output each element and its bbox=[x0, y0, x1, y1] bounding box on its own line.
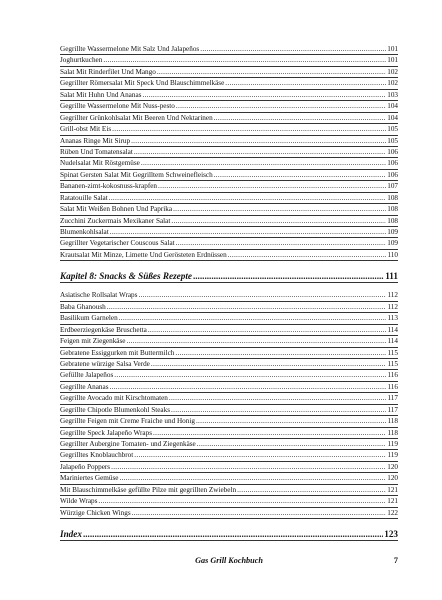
toc-entry-title: Gebratene würzige Salsa Verde bbox=[60, 359, 150, 368]
toc-entry-page: 118 bbox=[387, 417, 398, 426]
toc-entry-page: 101 bbox=[387, 45, 398, 53]
toc-entry-page: 109 bbox=[387, 239, 398, 248]
leader-dots bbox=[132, 508, 387, 518]
leader-dots bbox=[110, 227, 387, 237]
leader-dots bbox=[142, 90, 386, 100]
toc-list-part1 bbox=[60, 44, 398, 261]
footer-page-number: 7 bbox=[393, 556, 398, 565]
leader-dots bbox=[98, 496, 386, 506]
toc-entry-title: Gebratene Essiggurken mit Buttermilch bbox=[60, 348, 175, 357]
toc-entry-page: 121 bbox=[387, 497, 398, 506]
toc-entry-page: 117 bbox=[387, 405, 398, 414]
leader-dots bbox=[83, 528, 383, 540]
leader-dots bbox=[193, 270, 384, 282]
toc-entry[interactable] bbox=[60, 405, 398, 416]
toc-list-part2 bbox=[60, 290, 398, 519]
toc-entry-title: Gegrillter Grünkohlsalat Mit Beeren Und Nektarinen bbox=[60, 113, 213, 122]
toc-entry[interactable] bbox=[60, 55, 398, 66]
toc-entry-title: Joghurtkuchen bbox=[60, 56, 103, 65]
leader-dots bbox=[158, 181, 386, 191]
leader-dots bbox=[112, 124, 386, 134]
toc-entry-page: 104 bbox=[387, 102, 398, 111]
toc-entry[interactable] bbox=[60, 113, 398, 124]
toc-entry-page: 106 bbox=[387, 170, 398, 179]
toc-entry-page: 119 bbox=[387, 440, 398, 448]
toc-entry-title: Gegrillte Speck Jalapeño Wraps bbox=[60, 428, 152, 437]
toc-entry-title: Jalapeño Poppers bbox=[60, 462, 111, 471]
toc-entry-title: Gegrillter Römersalat Mit Speck Und Blauschimmelkäse bbox=[60, 79, 225, 88]
toc-entry-page: 102 bbox=[387, 79, 398, 88]
toc-entry-page: 105 bbox=[387, 136, 398, 145]
toc-entry-title: Gegrillte Ananas bbox=[60, 382, 109, 391]
toc-entry[interactable] bbox=[60, 382, 398, 393]
toc-entry-title: Nudelsalat Mit Röstgemüse bbox=[60, 159, 140, 168]
toc-entry-title: Wilde Wraps bbox=[60, 497, 98, 506]
toc-entry-title: Baba Ghanoush bbox=[60, 302, 106, 311]
toc-entry[interactable] bbox=[60, 450, 398, 461]
toc-entry-page: 113 bbox=[387, 314, 398, 323]
toc-entry[interactable] bbox=[60, 90, 398, 101]
index-title: Index bbox=[60, 529, 82, 540]
toc-entry-page: 115 bbox=[387, 359, 398, 368]
chapter-heading[interactable] bbox=[60, 270, 398, 283]
leader-dots bbox=[119, 473, 386, 483]
leader-dots bbox=[173, 204, 386, 214]
leader-dots bbox=[157, 67, 386, 77]
toc-entry[interactable] bbox=[60, 462, 398, 473]
leader-dots bbox=[175, 348, 386, 358]
leader-dots bbox=[134, 147, 386, 157]
leader-dots bbox=[214, 113, 387, 123]
toc-entry[interactable] bbox=[60, 473, 398, 484]
toc-entry[interactable] bbox=[60, 181, 398, 192]
toc-entry[interactable] bbox=[60, 370, 398, 381]
leader-dots bbox=[176, 101, 386, 111]
leader-dots bbox=[176, 238, 387, 248]
toc-entry-title: Bananen-zimt-kokosnuss-krapfen bbox=[60, 182, 158, 191]
toc-entry[interactable] bbox=[60, 290, 398, 301]
toc-entry-page: 103 bbox=[387, 90, 398, 99]
leader-dots bbox=[200, 44, 386, 54]
leader-dots bbox=[103, 55, 386, 65]
toc-entry[interactable] bbox=[60, 136, 398, 147]
toc-entry-title: Gefüllte Jalapeños bbox=[60, 371, 114, 380]
toc-entry-title: Würzige Chicken Wings bbox=[60, 508, 131, 517]
leader-dots bbox=[153, 428, 386, 438]
leader-dots bbox=[196, 416, 387, 426]
toc-entry-page: 108 bbox=[387, 205, 398, 214]
toc-entry-page: 114 bbox=[387, 337, 398, 346]
chapter-title: Kapitel 8: Snacks & Süßes Rezepte bbox=[60, 271, 192, 282]
toc-entry[interactable] bbox=[60, 147, 398, 158]
toc-entry[interactable] bbox=[60, 238, 398, 249]
toc-entry-page: 112 bbox=[387, 291, 398, 300]
toc-entry-page: 112 bbox=[387, 302, 398, 311]
leader-dots bbox=[169, 393, 387, 403]
toc-entry-page: 107 bbox=[387, 182, 398, 191]
toc-entry-title: Gegrillter Vegetarischer Couscous Salat bbox=[60, 239, 175, 248]
toc-entry-page: 108 bbox=[387, 216, 398, 225]
leader-dots bbox=[107, 302, 387, 312]
toc-entry-title: Gegrillte Avocado mit Kirschtomaten bbox=[60, 394, 168, 403]
leader-dots bbox=[131, 136, 386, 146]
toc-entry[interactable] bbox=[60, 227, 398, 238]
toc-entry-page: 116 bbox=[387, 382, 398, 391]
toc-entry-title: Basilikum Garnelen bbox=[60, 314, 118, 323]
toc-entry[interactable] bbox=[60, 508, 398, 519]
toc-entry-title: Gegrilltes Knoblauchbrot bbox=[60, 451, 134, 460]
toc-entry[interactable] bbox=[60, 204, 398, 215]
toc-entry-page: 109 bbox=[387, 228, 398, 236]
toc-entry[interactable] bbox=[60, 439, 398, 450]
toc-entry-page: 122 bbox=[387, 508, 398, 517]
toc-entry[interactable] bbox=[60, 325, 398, 336]
toc-entry-title: Rüben Und Tomatensalat bbox=[60, 147, 133, 156]
leader-dots bbox=[141, 158, 386, 168]
toc-entry-page: 110 bbox=[387, 250, 398, 259]
toc-entry[interactable] bbox=[60, 158, 398, 169]
toc-entry-page: 106 bbox=[387, 159, 398, 168]
toc-entry-title: Mariniertes Gemüse bbox=[60, 474, 119, 483]
toc-entry[interactable] bbox=[60, 101, 398, 112]
toc-entry[interactable] bbox=[60, 416, 398, 427]
toc-entry[interactable] bbox=[60, 496, 398, 507]
leader-dots bbox=[148, 325, 387, 335]
toc-entry-title: Mit Blauschimmelkäse gefüllte Pilze mit gegrillten Zwiebeln bbox=[60, 485, 237, 494]
index-heading[interactable] bbox=[60, 528, 398, 541]
toc-entry[interactable] bbox=[60, 216, 398, 227]
toc-entry[interactable] bbox=[60, 193, 398, 204]
toc-entry-title: Gegrillte Wassermelone Mit Salz Und Jalapeños bbox=[60, 45, 200, 53]
toc-entry-page: 121 bbox=[387, 485, 398, 494]
toc-entry-page: 106 bbox=[387, 147, 398, 156]
toc-entry[interactable] bbox=[60, 302, 398, 313]
toc-entry-title: Salat Mit Weißen Bohnen Und Paprika bbox=[60, 205, 173, 214]
toc-entry-title: Gegrillte Wassermelone Mit Nuss-pesto bbox=[60, 102, 175, 111]
leader-dots bbox=[134, 450, 386, 460]
toc-entry[interactable] bbox=[60, 44, 398, 55]
leader-dots bbox=[119, 313, 387, 323]
leader-dots bbox=[126, 336, 386, 346]
toc-entry-title: Ananas Ringe Mit Sirup bbox=[60, 136, 131, 145]
toc-entry-title: Blumenkohlsalat bbox=[60, 228, 109, 236]
toc-entry-title: Gegrillte Feigen mit Creme Fraiche und Honig bbox=[60, 417, 195, 426]
toc-entry[interactable] bbox=[60, 428, 398, 439]
leader-dots bbox=[225, 78, 386, 88]
toc-entry-title: Krautsalat Mit Minze, Limette Und Gerösteten Erdnüssen bbox=[60, 250, 227, 259]
toc-entry-title: Ratatouille Salat bbox=[60, 193, 108, 202]
leader-dots bbox=[197, 439, 387, 449]
toc-entry-title: Salat Mit Rinderfilet Und Mango bbox=[60, 67, 156, 76]
toc-entry[interactable] bbox=[60, 250, 398, 261]
leader-dots bbox=[237, 485, 386, 495]
toc-entry-page: 104 bbox=[387, 113, 398, 122]
leader-dots bbox=[214, 170, 387, 180]
toc-entry-page: 119 bbox=[387, 451, 398, 460]
toc-entry[interactable] bbox=[60, 170, 398, 181]
toc-entry[interactable] bbox=[60, 359, 398, 370]
toc-page bbox=[60, 44, 398, 541]
toc-entry-title: Spinat Gersten Salat Mit Gegrilltem Schweinefleisch bbox=[60, 170, 213, 179]
toc-entry-page: 120 bbox=[387, 462, 398, 471]
toc-entry-page: 120 bbox=[387, 474, 398, 483]
toc-entry-page: 108 bbox=[387, 193, 398, 202]
toc-entry-page: 115 bbox=[387, 348, 398, 357]
toc-entry[interactable] bbox=[60, 393, 398, 404]
leader-dots bbox=[114, 370, 386, 380]
leader-dots bbox=[111, 462, 386, 472]
toc-entry-page: 118 bbox=[387, 428, 398, 437]
toc-entry-title: Salat Mit Huhn Und Ananas bbox=[60, 90, 142, 99]
toc-entry[interactable] bbox=[60, 336, 398, 347]
toc-entry[interactable] bbox=[60, 78, 398, 89]
toc-entry-title: Erdbeerziegenkäse Bruschetta bbox=[60, 325, 147, 334]
leader-dots bbox=[138, 290, 386, 300]
toc-entry[interactable] bbox=[60, 124, 398, 135]
index-page: 123 bbox=[384, 529, 398, 540]
toc-entry[interactable] bbox=[60, 348, 398, 359]
toc-entry-page: 105 bbox=[387, 125, 398, 134]
toc-entry[interactable] bbox=[60, 67, 398, 78]
toc-entry-page: 102 bbox=[387, 67, 398, 76]
toc-entry-title: Asiatische Rollsalat Wraps bbox=[60, 291, 138, 300]
toc-entry-title: Zucchini Zuckermais Mexikaner Salat bbox=[60, 216, 171, 225]
toc-entry-title: Gegrillter Aubergine Tomaten- und Ziegenkäse bbox=[60, 440, 196, 448]
footer-book-title: Gas Grill Kochbuch bbox=[195, 556, 263, 565]
leader-dots bbox=[151, 359, 387, 369]
leader-dots bbox=[228, 250, 387, 260]
leader-dots bbox=[110, 382, 387, 392]
toc-entry-page: 117 bbox=[387, 394, 398, 403]
leader-dots bbox=[109, 193, 387, 203]
toc-entry-page: 116 bbox=[387, 371, 398, 380]
leader-dots bbox=[171, 405, 386, 415]
toc-entry[interactable] bbox=[60, 313, 398, 324]
toc-entry[interactable] bbox=[60, 485, 398, 496]
toc-entry-page: 114 bbox=[387, 325, 398, 334]
toc-entry-title: Gegrillte Chipotle Blumenkohl Steaks bbox=[60, 405, 170, 414]
chapter-page: 111 bbox=[385, 271, 398, 282]
toc-entry-title: Grill-obst Mit Eis bbox=[60, 125, 112, 134]
toc-entry-page: 101 bbox=[387, 56, 398, 65]
leader-dots bbox=[171, 216, 386, 226]
toc-entry-title: Feigen mit Ziegenkäse bbox=[60, 337, 126, 346]
